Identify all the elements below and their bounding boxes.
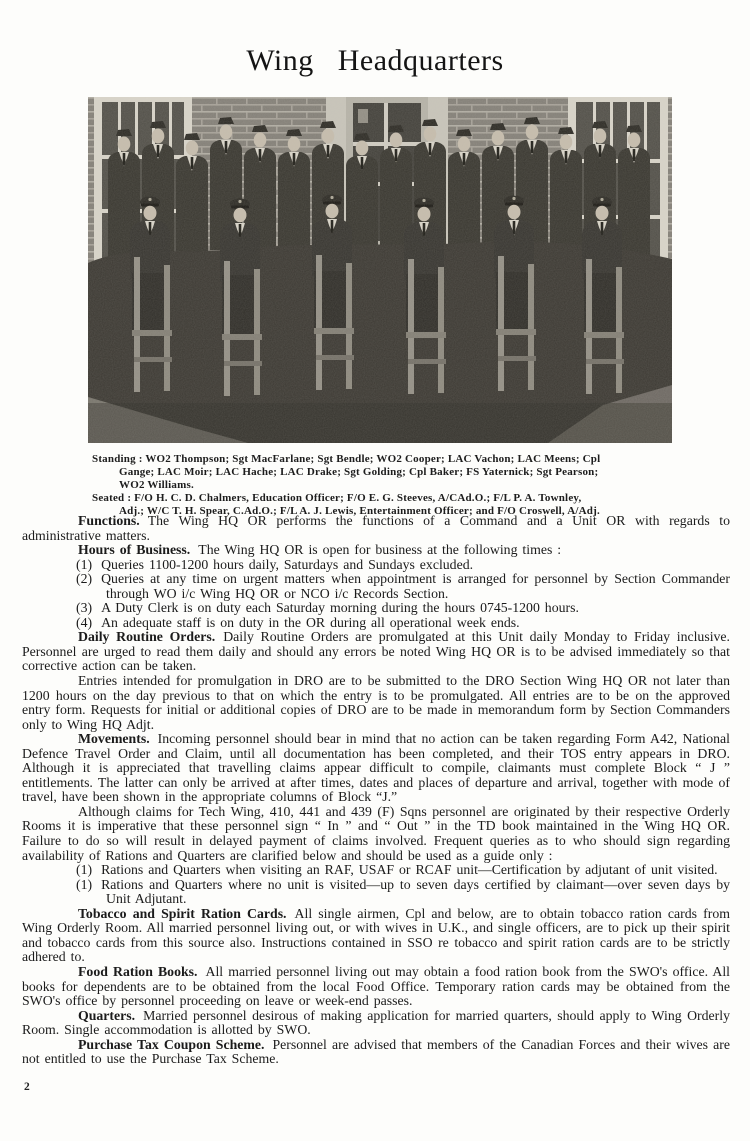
paragraph-hours [22,543,730,558]
group-photo [88,97,672,443]
text-hours-intro: The Wing HQ OR is open for business at the following times : [198,542,562,558]
caption-line-seated: Seated : F/O H. C. D. Chalmers, Education Officer; F/O E. G. Steeves, A/CAd.O.; F/L P. A. Townley, [92,491,582,504]
hours-item-2-number: (2) [76,571,93,587]
body-text [22,514,730,1067]
heading-movements: Movements. [78,731,150,747]
movements-item-2-number: (1) [76,876,93,892]
paragraph-food [22,965,730,1009]
caption-line-standing-3: WO2 Williams. [119,478,194,491]
movements-item-1-text: Rations and Quarters when visiting an RAF, USAF or RCAF unit—Certification by adjutant of unit visited. [101,862,718,878]
paragraph-purchase-tax [22,1038,730,1067]
heading-functions: Functions. [78,513,140,528]
group-photo-illustration [88,97,672,443]
movements-item-2-text: Rations and Quarters where no unit is visited—up to seven days certified by claimant—over seven days by Unit Adjutant. [101,876,730,907]
hours-item-1-number: (1) [76,556,93,572]
text-tobacco: All single airmen, Cpl and below, are to obtain tobacco ration cards from Wing Orderly Room. All married personnel living out, or with wives in U.K., and single officers, are to pick up their spirit and tobacco cards from this source also. Instructions contained in SSO re tobacco and spirit ration cards are to be strictly adhered to. [22,905,730,965]
hours-item-2-text: Queries at any time on urgent matters when appointment is arranged for personnel by Section Commander through WO i/c Wing HQ OR or NCO i/c Records Section. [101,571,730,601]
hours-item-4-text: An adequate staff is on duty in the OR during all operational week ends. [101,614,520,630]
hours-item-1 [22,558,730,573]
caption-line-standing: Standing : WO2 Thompson; Sgt MacFarlane; Sgt Bendle; WO2 Cooper; LAC Vachon; LAC Meens; Cpl [92,453,601,465]
heading-tobacco: Tobacco and Spirit Ration Cards. [78,905,287,921]
text-dro-2: Entries intended for promulgation in DRO are to be submitted to the DRO Section Wing HQ OR not later than 1200 hours on the day previous to that on which the entry is to be promulgated. All entries are to be on the approved entry form. Requests for initial or additional copies of DRO are to be made in memorandum form by Section Commanders only to Wing HQ Adjt. [22,673,730,732]
movements-item-1-number: (1) [76,862,93,878]
heading-dro: Daily Routine Orders. [78,629,216,645]
hours-item-2 [22,572,730,601]
hours-item-4-number: (4) [76,614,93,630]
paragraph-tobacco [22,907,730,965]
heading-purchase-tax: Purchase Tax Coupon Scheme. [78,1036,265,1052]
text-food: All married personnel living out may obtain a food ration book from the SWO's office. All books for dependents are to be obtained from the local Food Office. Temporary ration cards may be obtained from the SWO's office by personnel proceeding on leave or week-end passes. [22,963,730,1009]
text-movements-2: Although claims for Tech Wing, 410, 441 and 439 (F) Sqns personnel are originated by their respective Orderly Rooms it is imperative that these personnel sign “ In ” and “ Out ” in the TD book maintained in the Wing HQ OR. Failure to do so will result in delayed payment of claims involved. Frequent queries as to who should sign regarding availability of Rations and Quarters are clarified below and should be used as a guide only : [22,803,730,863]
paragraph-functions [22,514,730,543]
hours-item-3-number: (3) [76,600,93,616]
page-title: Wing Headquarters [246,44,504,77]
text-purchase-tax: Personnel are advised that members of the Canadian Forces and their wives are not entitled to use the Purchase Tax Scheme. [22,1036,730,1067]
hours-item-3 [22,601,730,616]
caption-line-standing-2: Gange; LAC Moir; LAC Hache; LAC Drake; Sgt Golding; Cpl Baker; FS Yaternick; Sgt Pearson; [119,465,599,478]
hours-item-3-text: A Duty Clerk is on duty each Saturday morning during the hours 0745-1200 hours. [101,600,579,616]
hours-item-4 [22,616,730,631]
heading-hours: Hours of Business. [78,542,191,558]
paragraph-movements-1 [22,732,730,805]
hours-item-1-text: Queries 1100-1200 hours daily, Saturdays and Sundays excluded. [101,556,474,572]
heading-food: Food Ration Books. [78,963,198,979]
caption-line-seated-2: Adj.; W/C T. H. Spear, C.Ad.O.; F/L A. J. Lewis, Entertainment Officer; and F/O Croswell, A/Adj. [119,504,600,517]
movements-item-1 [22,863,730,878]
heading-quarters: Quarters. [78,1007,136,1023]
text-movements-1: Incoming personnel should bear in mind that no action can be taken regarding Form A42, National Defence Travel Order and Claim, until all documentation has been completed, and their TOS entry appears in DRO. Although it is appreciated that travelling claims appear difficult to compile, claimants must complete Block “ J ” entitlements. The latter can only be arrived at after times, dates and places of departure and arrival, together with mode of travel, have been shown in the appropriate columns of Block “J.” [22,731,730,805]
text-functions: The Wing HQ OR performs the functions of a Command and a Unit OR with regards to administrative matters. [22,513,730,543]
movements-item-2 [22,878,730,907]
text-quarters: Married personnel desirous of making application for married quarters, should apply to Wing Orderly Room. Single accommodation is allotted by SWO. [22,1007,730,1038]
paragraph-quarters [22,1009,730,1038]
text-dro-1: Daily Routine Orders are promulgated at this Unit daily Monday to Friday inclusive. Personnel are urged to read them daily and should any errors be noted Wing HQ OR is to be advised immediately so that corrective action can be taken. [22,629,731,674]
page-number: 2 [24,1081,30,1093]
paragraph-dro-2 [22,674,730,732]
paragraph-movements-2 [22,805,730,863]
photo-caption [92,453,698,518]
paragraph-dro-1 [22,630,730,674]
